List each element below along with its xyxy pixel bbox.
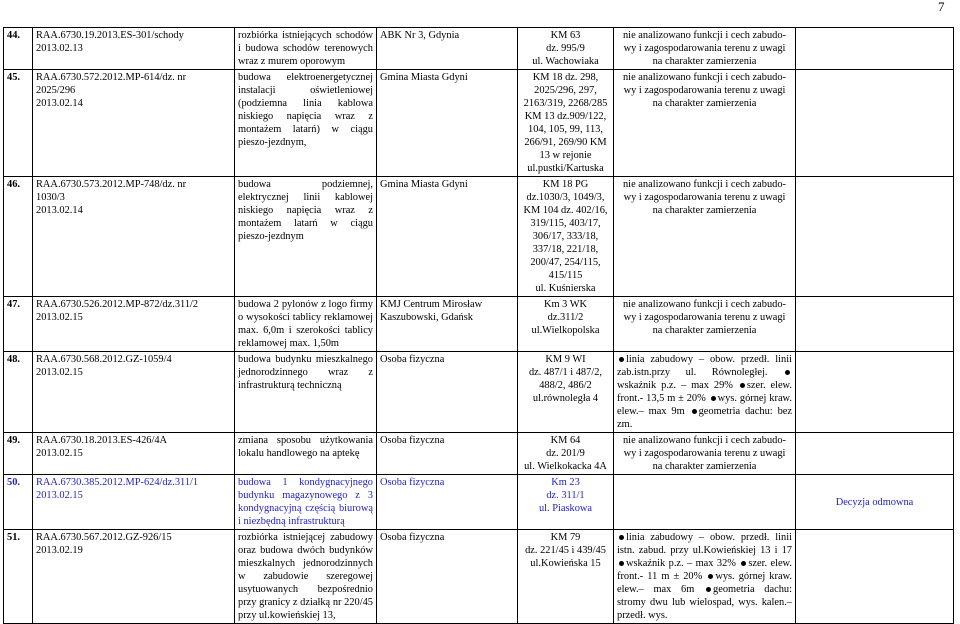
page-number: 7 [938, 0, 945, 14]
decision-note [796, 177, 954, 297]
bullet-icon [692, 409, 697, 414]
bullet-icon [706, 587, 711, 592]
planning-info: nie analizowano funkcji i cech zabudo- wy i zagospodarowania terenu z uwagi na charakter zamierzenia [614, 433, 796, 475]
bullet-icon [785, 370, 790, 375]
decision-note [796, 297, 954, 352]
bullet-icon [619, 357, 624, 362]
decision-note [796, 352, 954, 433]
planning-info: nie analizowano funkcji i cech zabudo- wy i zagospodarowania terenu z uwagi na charakter zamierzenia [614, 177, 796, 297]
planning-info: nie analizowano funkcji i cech zabudo- wy i zagospodarowania terenu z uwagi na charakter zamierzenia [614, 297, 796, 352]
project-description: rozbiórka istniejących schodów i budowa schodów terenowych wraz z murem oporowym [235, 28, 377, 70]
row-number: 51. [4, 530, 33, 624]
case-signature: RAA.6730.526.2012.MP-872/dz.311/2 2013.02.15 [33, 297, 235, 352]
table-row [4, 530, 954, 624]
location: KM 18 PG dz.1030/3, 1049/3, KM 104 dz. 402/16, 319/115, 403/17, 306/17, 333/18, 337/18, 221/18, 200/47, 254/115, 415/115 ul. Kuśnierska [518, 177, 614, 297]
planning-info: linia zabudowy – obow. przedł. linii zab.istn.przy ul. Równoległej. wskaźnik p.z. – max 29% szer. elew. front.- 13,5 m ± 20% wys. górnej kraw. elew.– max 9m geometria dachu: bez zm. [614, 352, 796, 433]
case-signature: RAA.6730.568.2012.GZ-1059/4 2013.02.15 [33, 352, 235, 433]
decision-note [796, 433, 954, 475]
planning-info: linia zabudowy – obow. przedł. linii istn. zabud. przy ul.Kowieńskiej 13 i 17 wskaźnik p.z. – max 32% szer. elew. front.- 11 m ± 20% wys. górnej kraw. elew.– max 6m geometria dachu: stromy dwu lub wielospad, wys. kalen.– przedł. wys. [614, 530, 796, 624]
bullet-icon [619, 535, 624, 540]
table-row [4, 70, 954, 177]
table-row [4, 433, 954, 475]
bullet-icon [740, 383, 745, 388]
bullet-icon [741, 561, 746, 566]
project-description: budowa podziemnej, elektrycznej linii kablowej niskiego napięcia wraz z montażem latarń w ciągu pieszo-jezdnym [235, 177, 377, 297]
location: KM 18 dz. 298, 2025/296, 297, 2163/319, 2268/285 KM 13 dz.909/122, 104, 105, 99, 113, 266/91, 269/90 KM 13 w rejonie ul.pustki/Kartuska [518, 70, 614, 177]
location: Km 23 dz. 311/1 ul. Piaskowa [518, 475, 614, 530]
project-description: zmiana sposobu użytkowania lokalu handlowego na aptekę [235, 433, 377, 475]
decisions-table [3, 27, 954, 624]
row-number: 50. [4, 475, 33, 530]
case-signature: RAA.6730.19.2013.ES-301/schody 2013.02.13 [33, 28, 235, 70]
bullet-icon [708, 574, 713, 579]
investor: Osoba fizyczna [377, 475, 518, 530]
investor: Gmina Miasta Gdyni [377, 70, 518, 177]
table-row [4, 475, 954, 530]
table-row [4, 28, 954, 70]
investor: Osoba fizyczna [377, 433, 518, 475]
investor: Gmina Miasta Gdyni [377, 177, 518, 297]
decision-note [796, 28, 954, 70]
row-number: 45. [4, 70, 33, 177]
bullet-icon [619, 561, 624, 566]
table-row [4, 177, 954, 297]
investor: Osoba fizyczna [377, 530, 518, 624]
investor: ABK Nr 3, Gdynia [377, 28, 518, 70]
project-description: budowa elektroenergetycznej instalacji oświetleniowej (podziemna linia kablowa niskiego napięcia wraz z montażem latarń) w ciągu pieszo-jezdnym, [235, 70, 377, 177]
location: KM 79 dz. 221/45 i 439/45 ul.Kowieńska 15 [518, 530, 614, 624]
investor: KMJ Centrum Mirosław Kaszubowski, Gdańsk [377, 297, 518, 352]
investor: Osoba fizyczna [377, 352, 518, 433]
row-number: 49. [4, 433, 33, 475]
row-number: 47. [4, 297, 33, 352]
row-number: 46. [4, 177, 33, 297]
planning-info: nie analizowano funkcji i cech zabudo- wy i zagospodarowania terenu z uwagi na charakter zamierzenia [614, 28, 796, 70]
project-description: budowa 2 pylonów z logo firmy o wysokości tablicy reklamowej max. 6,0m i szerokości tablicy reklamowej max. 1,50m [235, 297, 377, 352]
planning-info [614, 475, 796, 530]
case-signature: RAA.6730.572.2012.MP-614/dz. nr 2025/296 2013.02.14 [33, 70, 235, 177]
location: KM 63 dz. 995/9 ul. Wachowiaka [518, 28, 614, 70]
bullet-icon [711, 396, 716, 401]
decision-note: Decyzja odmowna [796, 475, 954, 530]
table-row [4, 297, 954, 352]
case-signature: RAA.6730.385.2012.MP-624/dz.311/1 2013.02.15 [33, 475, 235, 530]
location: KM 9 WI dz. 487/1 i 487/2, 488/2, 486/2 ul.równoległa 4 [518, 352, 614, 433]
row-number: 48. [4, 352, 33, 433]
case-signature: RAA.6730.567.2012.GZ-926/15 2013.02.19 [33, 530, 235, 624]
table-row [4, 352, 954, 433]
project-description: rozbiórka istniejącej zabudowy oraz budowa dwóch budynków mieszkalnych jednorodzinnych w zabudowie szeregowej usytuowanych bezpośrednio przy granicy z działką nr 220/45 przy ul.kowieńskiej 13, [235, 530, 377, 624]
case-signature: RAA.6730.18.2013.ES-426/4A 2013.02.15 [33, 433, 235, 475]
project-description: budowa budynku mieszkalnego jednorodzinnego wraz z infrastrukturą techniczną [235, 352, 377, 433]
decision-note [796, 70, 954, 177]
location: Km 3 WK dz.311/2 ul.Wielkopolska [518, 297, 614, 352]
project-description: budowa 1 kondygnacyjnego budynku magazynowego z 3 kondygnacyjną częścią biurową i niezbędną infrastrukturą [235, 475, 377, 530]
decision-note [796, 530, 954, 624]
row-number: 44. [4, 28, 33, 70]
planning-info: nie analizowano funkcji i cech zabudo- wy i zagospodarowania terenu z uwagi na charakter zamierzenia [614, 70, 796, 177]
location: KM 64 dz. 201/9 ul. Wielkokacka 4A [518, 433, 614, 475]
case-signature: RAA.6730.573.2012.MP-748/dz. nr 1030/3 2013.02.14 [33, 177, 235, 297]
